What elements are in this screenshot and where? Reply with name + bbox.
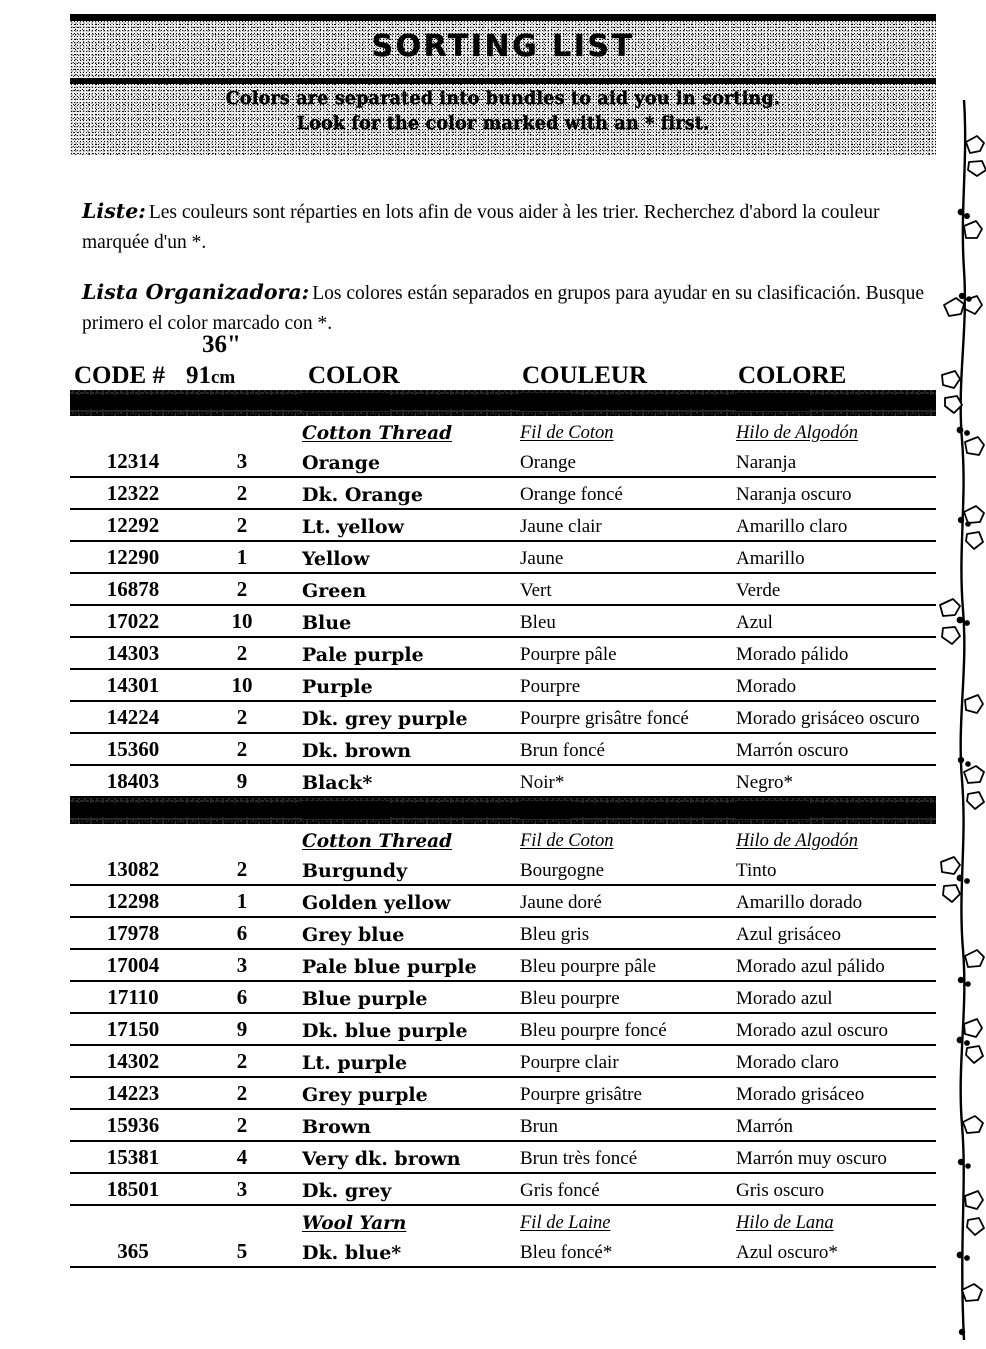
cell-color-spanish: Marrón muy oscuro (736, 1148, 887, 1169)
table-row (70, 1142, 936, 1174)
cell-color-spanish: Amarillo dorado (736, 892, 863, 913)
cell-quantity: 2 (236, 481, 248, 505)
cell-code: 17150 (106, 1017, 160, 1041)
cell-code: 15936 (106, 1113, 160, 1137)
bundle-band-label-color (302, 801, 390, 819)
header-divider-rule (70, 78, 936, 84)
column-header-width (186, 331, 241, 390)
cell-color-english: Dk. grey (302, 1180, 392, 1202)
cell-color-spanish: Morado azul (736, 988, 833, 1009)
cell-color-english: Dk. grey purple (302, 708, 468, 730)
table-row (70, 478, 936, 510)
cell-code: 14303 (106, 641, 160, 665)
spanish-intro-lead: Lista Organizadora: (82, 280, 310, 304)
cell-color-english: Golden yellow (302, 892, 451, 914)
cell-quantity: 10 (231, 609, 253, 633)
page-title: SORTING LIST (371, 29, 635, 64)
cell-color-english: Pale blue purple (302, 956, 477, 978)
cell-color-spanish: Naranja (736, 452, 797, 473)
column-header-code: CODE # (74, 362, 165, 389)
cell-color-spanish: Morado azul pálido (736, 956, 885, 977)
table-row (70, 542, 936, 574)
cell-color-english: Lt. yellow (302, 516, 404, 538)
french-intro-text: Les couleurs sont réparties en lots afin de vous aider à les trier. Recherchez d'abord la couleur marquée d'un *. (82, 201, 880, 253)
cell-color-french: Pourpre grisâtre (520, 1084, 642, 1105)
cell-quantity: 9 (236, 1017, 248, 1041)
cell-color-english: Orange (302, 452, 381, 474)
cell-color-french: Gris foncé (520, 1180, 600, 1201)
cell-color-spanish: Morado grisáceo oscuro (736, 708, 920, 729)
cell-color-english: Grey purple (302, 1084, 428, 1106)
cell-color-spanish: Verde (736, 580, 781, 601)
table-row (70, 510, 936, 542)
cell-color-french: Bourgogne (520, 860, 605, 881)
column-header-color: COLOR (308, 362, 400, 389)
cell-color-french: Pourpre (520, 676, 581, 697)
cell-color-french: Orange (520, 452, 576, 473)
cell-code: 16878 (106, 577, 160, 601)
table-row (70, 574, 936, 606)
cell-color-french: Pourpre grisâtre foncé (520, 708, 689, 729)
table-row (70, 1014, 936, 1046)
cell-code: 12292 (106, 513, 160, 537)
cell-color-english: Blue purple (302, 988, 428, 1010)
cell-color-spanish: Marrón (736, 1116, 793, 1137)
cell-quantity: 2 (236, 513, 248, 537)
cell-code: 18403 (106, 769, 160, 793)
cell-color-english: Dk. brown (302, 740, 412, 762)
cell-code: 12322 (106, 481, 160, 505)
cell-code: 17978 (106, 921, 160, 945)
category-label-colore: Hilo de Lana (736, 1213, 834, 1233)
table-row (70, 918, 936, 950)
bundle-band-label-colore (736, 393, 810, 411)
column-header-width-inches: 36" (202, 331, 241, 358)
cell-color-french: Bleu pourpre foncé (520, 1020, 667, 1041)
french-intro-paragraph (82, 196, 927, 258)
header-subtitle-line-2: Look for the color marked with an * first. (296, 114, 710, 134)
cell-color-french: Bleu pourpre pâle (520, 956, 657, 977)
bundle-band (70, 390, 936, 416)
cell-color-english: Yellow (302, 548, 370, 570)
cell-color-french: Pourpre clair (520, 1052, 619, 1073)
cell-quantity: 1 (236, 889, 248, 913)
table-row (70, 702, 936, 734)
category-label-color: Cotton Thread (302, 831, 453, 852)
column-header-colore: COLORE (738, 362, 847, 389)
cell-color-spanish: Marrón oscuro (736, 740, 849, 761)
cell-color-spanish: Azul (736, 612, 773, 633)
category-label-colore: Hilo de Algodón (736, 423, 858, 443)
cell-quantity: 3 (236, 449, 248, 473)
vine-berries (957, 209, 972, 1336)
cell-color-spanish: Morado (736, 676, 797, 697)
sorting-list-header-banner (70, 14, 936, 155)
category-row (70, 416, 936, 446)
cell-code: 14223 (106, 1081, 160, 1105)
cell-quantity: 2 (236, 1113, 248, 1137)
cell-color-spanish: Naranja oscuro (736, 484, 852, 505)
cell-color-english: Black* (302, 772, 373, 794)
cell-code: 15381 (106, 1145, 160, 1169)
cell-color-english: Very dk. brown (302, 1148, 461, 1170)
category-label-color: Wool Yarn (302, 1213, 407, 1234)
cell-quantity: 3 (236, 953, 248, 977)
cell-quantity: 2 (236, 737, 248, 761)
cell-quantity: 6 (236, 985, 248, 1009)
table-row (70, 950, 936, 982)
cell-color-english: Lt. purple (302, 1052, 408, 1074)
cell-quantity: 2 (236, 857, 248, 881)
cell-color-english: Dk. blue purple (302, 1020, 468, 1042)
spanish-intro-paragraph (82, 277, 927, 339)
cell-color-french: Noir* (520, 772, 565, 793)
table-row (70, 886, 936, 918)
table-row (70, 766, 936, 798)
table-row (70, 1236, 936, 1268)
cell-code: 18501 (106, 1177, 160, 1201)
cell-code: 17004 (106, 953, 160, 977)
cell-color-french: Brun foncé (520, 740, 605, 761)
cell-code: 14224 (106, 705, 160, 729)
cell-color-spanish: Negro* (736, 772, 793, 793)
cell-color-french: Jaune doré (520, 892, 602, 913)
table-row (70, 1174, 936, 1206)
cell-color-french: Bleu pourpre (520, 988, 620, 1009)
table-row (70, 854, 936, 886)
table-column-headers (70, 332, 936, 390)
cell-color-english: Pale purple (302, 644, 424, 666)
bundle-band-label-couleur (520, 801, 572, 819)
cell-color-english: Blue (302, 612, 352, 634)
cell-code: 13082 (106, 857, 160, 881)
cell-color-english: Dk. Orange (302, 484, 423, 506)
cell-quantity: 6 (236, 921, 248, 945)
table-row (70, 1046, 936, 1078)
cell-quantity: 10 (231, 673, 253, 697)
cell-quantity: 2 (236, 705, 248, 729)
cell-color-french: Jaune clair (520, 516, 602, 537)
cell-color-spanish: Amarillo claro (736, 516, 848, 537)
cell-quantity: 1 (236, 545, 248, 569)
header-subtitle-zone (70, 87, 936, 137)
cell-color-english: Green (302, 580, 367, 602)
cell-quantity: 2 (236, 641, 248, 665)
table-row (70, 606, 936, 638)
cell-color-spanish: Azul grisáceo (736, 924, 841, 945)
category-row (70, 1206, 936, 1236)
cell-code: 12314 (106, 449, 160, 473)
cell-color-english: Purple (302, 676, 373, 698)
cell-color-english: Burgundy (302, 860, 408, 882)
cell-color-french: Orange foncé (520, 484, 623, 505)
cell-quantity: 2 (236, 577, 248, 601)
cell-code: 14301 (106, 673, 160, 697)
category-label-colore: Hilo de Algodón (736, 831, 858, 851)
column-header-width-unit: cm (211, 367, 236, 388)
header-subtitle-line-1: Colors are separated into bundles to aid you in sorting. (225, 89, 781, 109)
cell-color-spanish: Gris oscuro (736, 1180, 825, 1201)
spanish-intro-text: Los colores están separados en grupos para ayudar en su clasificación. Busque primero el color marcado con *. (82, 283, 925, 334)
cell-color-spanish: Morado grisáceo (736, 1084, 865, 1105)
cell-color-spanish: Morado azul oscuro (736, 1020, 888, 1041)
cell-quantity: 9 (236, 769, 248, 793)
category-label-couleur: Fil de Coton (520, 831, 614, 851)
table-row (70, 446, 936, 478)
cell-quantity: 4 (236, 1145, 248, 1169)
bundle-band (70, 798, 936, 824)
table-row (70, 670, 936, 702)
cell-code: 365 (117, 1239, 149, 1263)
cell-color-spanish: Morado pálido (736, 644, 849, 665)
cell-color-french: Bleu gris (520, 924, 590, 945)
cell-color-french: Jaune (520, 548, 564, 569)
cell-code: 17110 (107, 985, 159, 1009)
cell-color-spanish: Amarillo (736, 548, 805, 569)
category-label-couleur: Fil de Coton (520, 423, 614, 443)
category-label-couleur: Fil de Laine (520, 1213, 611, 1233)
bundle-band-label-colore (736, 801, 810, 819)
cell-color-english: Brown (302, 1116, 371, 1138)
cell-color-french: Brun (520, 1116, 558, 1137)
table-row (70, 1110, 936, 1142)
cell-color-english: Dk. blue* (302, 1242, 402, 1264)
cell-color-french: Brun très foncé (520, 1148, 638, 1169)
bundle-band-label-couleur (520, 393, 572, 411)
table-row (70, 734, 936, 766)
cell-color-french: Vert (520, 580, 552, 601)
category-row (70, 824, 936, 854)
cell-quantity: 3 (236, 1177, 248, 1201)
table-row (70, 982, 936, 1014)
cell-color-french: Bleu foncé* (520, 1242, 613, 1263)
bundle-band-label-color (302, 393, 390, 411)
cell-quantity: 2 (236, 1049, 248, 1073)
cell-color-spanish: Tinto (736, 860, 777, 881)
cell-color-spanish: Azul oscuro* (736, 1242, 838, 1263)
cell-code: 12298 (106, 889, 160, 913)
cell-code: 17022 (106, 609, 160, 633)
table-row (70, 638, 936, 670)
cell-quantity: 5 (236, 1239, 248, 1263)
table-row (70, 1078, 936, 1110)
french-intro-lead: Liste: (82, 198, 146, 223)
column-header-width-number: 91 (186, 362, 211, 389)
cell-code: 14302 (106, 1049, 160, 1073)
column-header-couleur: COULEUR (522, 362, 648, 389)
cell-color-spanish: Morado claro (736, 1052, 839, 1073)
header-title-zone (70, 21, 936, 76)
cell-color-french: Bleu (520, 612, 556, 633)
sorting-list-table (70, 390, 936, 1268)
cell-color-french: Pourpre pâle (520, 644, 617, 665)
category-label-color: Cotton Thread (302, 423, 453, 444)
cell-code: 15360 (106, 737, 160, 761)
cell-quantity: 2 (236, 1081, 248, 1105)
cell-code: 12290 (106, 545, 160, 569)
cell-color-english: Grey blue (302, 924, 405, 946)
multilingual-intro (82, 176, 927, 348)
